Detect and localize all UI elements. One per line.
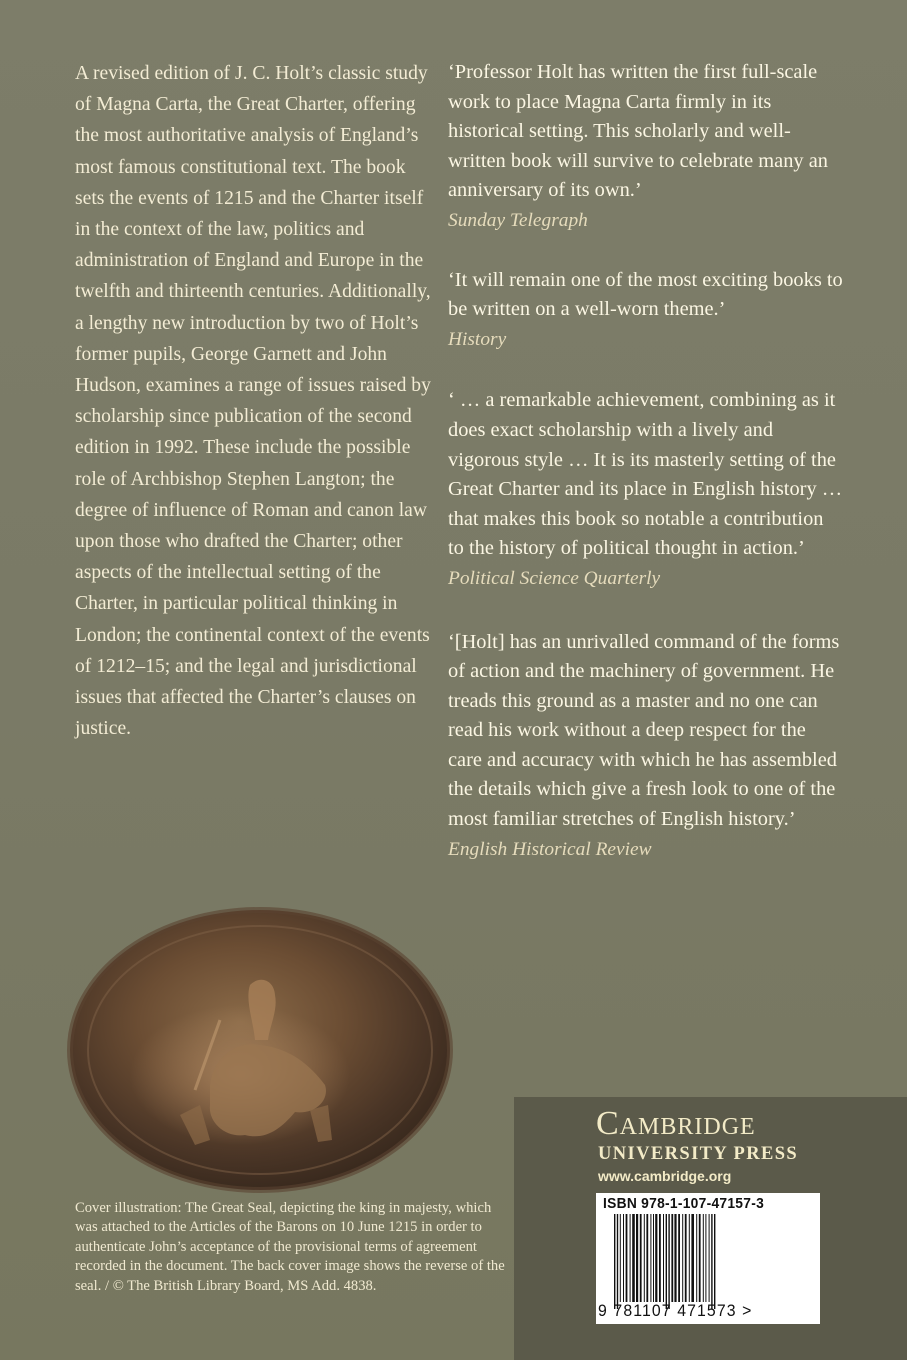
barcode-bar bbox=[678, 1214, 680, 1302]
quote-source: Sunday Telegraph bbox=[448, 209, 588, 231]
barcode-bar bbox=[663, 1214, 664, 1302]
barcode-bar bbox=[668, 1214, 669, 1309]
review-quote bbox=[448, 266, 843, 355]
barcode-bars bbox=[612, 1214, 805, 1309]
review-quotes bbox=[448, 58, 843, 890]
barcode-bar bbox=[689, 1214, 690, 1302]
barcode-bar bbox=[626, 1214, 628, 1302]
review-quote bbox=[448, 628, 843, 865]
book-description bbox=[75, 58, 435, 744]
barcode-bar bbox=[644, 1214, 645, 1302]
barcode-bar bbox=[705, 1214, 706, 1302]
barcode-bar bbox=[674, 1214, 676, 1302]
barcode-bar bbox=[653, 1214, 654, 1302]
barcode-bar bbox=[666, 1214, 667, 1309]
barcode-bar bbox=[650, 1214, 651, 1302]
barcode-bar bbox=[623, 1214, 624, 1302]
barcode-digits: 9 781107 471573 > bbox=[598, 1301, 753, 1320]
barcode-bar bbox=[703, 1214, 704, 1302]
barcode-bar bbox=[640, 1214, 642, 1302]
publisher-name: Cambridge bbox=[596, 1105, 756, 1142]
barcode-bar bbox=[646, 1214, 648, 1302]
barcode-bar bbox=[671, 1214, 673, 1302]
quote-text: ‘Professor Holt has written the first full-scale work to place Magna Carta firmly in its historical setting. This scholarly and well-written book will survive to celebrate many an anniversary of its own.’ bbox=[448, 61, 828, 202]
publisher-panel bbox=[514, 1097, 907, 1360]
barcode-bar bbox=[630, 1214, 631, 1302]
publisher-subtitle: UNIVERSITY PRESS bbox=[598, 1144, 799, 1164]
description-text: A revised edition of J. C. Holt’s classic study of Magna Carta, the Great Charter, offering the most authoritative analysis of England’s most famous constitutional text. The book sets the events of 1215 and the Charter itself in the context of the law, politics and administration of England and Europe in the twelfth and thirteenth centuries. Additionally, a lengthy new introduction by two of Holt’s former pupils, George Garnett and John Hudson, examines a range of issues raised by scholarship since publication of the second edition in 1992. These include the possible role of Archbishop Stephen Langton; the degree of influence of Roman and canon law upon those who drafted the Charter; other aspects of the intellectual setting of the Charter, in particular political thinking in London; the continental context of the events of 1212–15; and the legal and jurisdictional issues that affected the Charter’s clauses on justice. bbox=[75, 63, 431, 740]
barcode-bar bbox=[685, 1214, 687, 1302]
quote-source: Political Science Quarterly bbox=[448, 567, 661, 589]
review-quote bbox=[448, 386, 843, 593]
quote-text: ‘[Holt] has an unrivalled command of the forms of action and the machinery of government. He treads this ground as a master and no one can read his work without a deep respect for the care and accuracy with which he has assembled the details which give a fresh look to one of the most familiar stretches of English history.’ bbox=[448, 630, 840, 831]
barcode-bar bbox=[636, 1214, 638, 1302]
barcode-bar bbox=[659, 1214, 661, 1302]
quote-text: ‘It will remain one of the most exciting books to be written on a well-worn theme.’ bbox=[448, 268, 843, 321]
barcode-bar bbox=[682, 1214, 683, 1302]
great-seal-image bbox=[60, 900, 460, 1195]
barcode-bar bbox=[655, 1214, 657, 1302]
barcode-bar bbox=[699, 1214, 701, 1302]
barcode-bar bbox=[617, 1214, 618, 1309]
barcode-bar bbox=[620, 1214, 621, 1302]
isbn-label: ISBN 978-1-107-47157-3 bbox=[603, 1195, 765, 1212]
barcode-bar bbox=[709, 1214, 710, 1302]
quote-text: ‘ … a remarkable achievement, combining as it does exact scholarship with a lively and vigorous style … It is its masterly setting of the Great Charter and its place in English history … that makes this book so notable a contribution to the history of political thought in action.’ bbox=[448, 389, 843, 560]
isbn-barcode bbox=[596, 1193, 820, 1324]
quote-source: History bbox=[448, 328, 507, 350]
review-quote bbox=[448, 58, 843, 236]
publisher-url: www.cambridge.org bbox=[598, 1168, 732, 1184]
barcode-bar bbox=[714, 1214, 715, 1309]
barcode-bar bbox=[691, 1214, 694, 1302]
quote-source: English Historical Review bbox=[448, 838, 652, 860]
barcode-bar bbox=[696, 1214, 697, 1302]
barcode-bar bbox=[711, 1214, 712, 1309]
barcode-bar bbox=[632, 1214, 635, 1302]
barcode-bar bbox=[614, 1214, 615, 1309]
cover-illustration-caption: Cover illustration: The Great Seal, depicting the king in majesty, which was attached to the Articles of the Barons on 10 June 1215 in order to authenticate John’s acceptance of the provisional terms of agreement recorded in the document. The back cover image shows the reverse of the seal. / © The British Library Board, MS Add. 4838. bbox=[75, 1200, 505, 1294]
